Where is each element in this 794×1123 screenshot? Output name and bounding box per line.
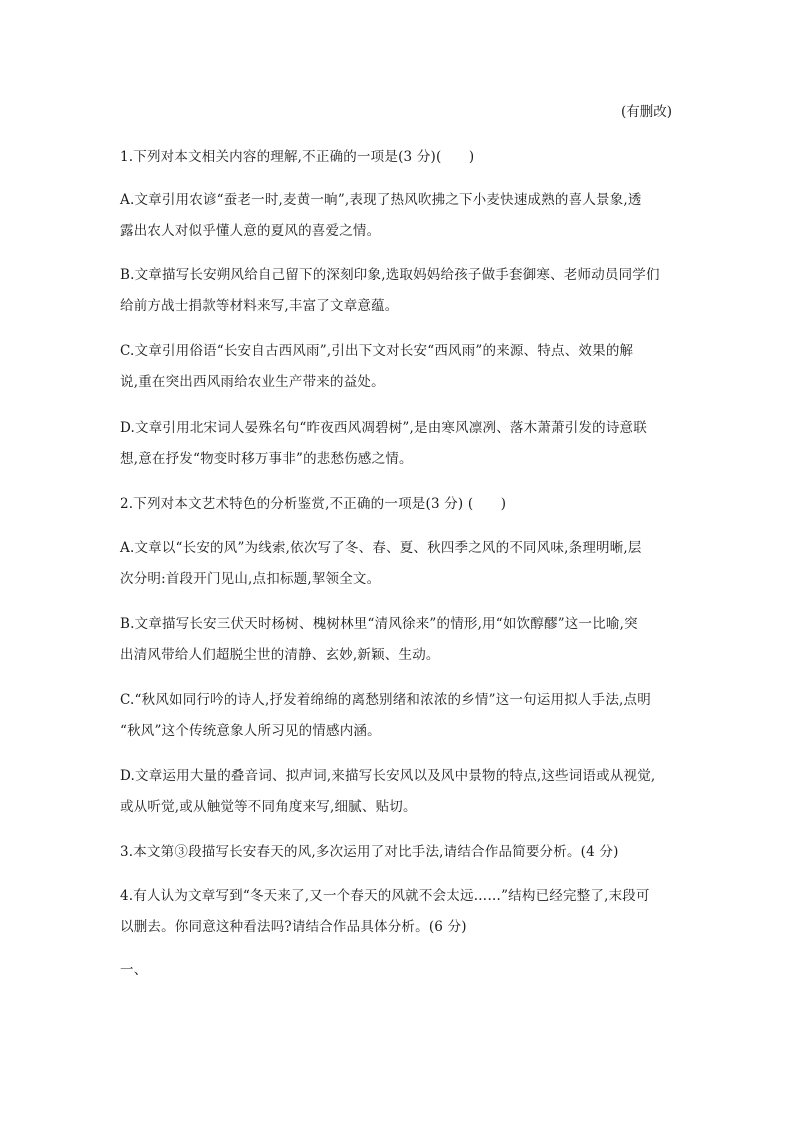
source-note: (有删改) bbox=[620, 104, 672, 120]
question-2-stem: 2.下列对本文艺术特色的分析鉴赏,不正确的一项是(3 分) ( ) bbox=[120, 496, 507, 512]
question-4-stem-line-2: 以删去。你同意这种看法吗?请结合作品具体分析。(6 分) bbox=[120, 919, 467, 935]
question-1-option-c-line-1: C.文章引用俗语“长安自古西风雨”,引出下文对长安“西风雨”的来源、特点、效果的解 bbox=[120, 343, 634, 359]
question-1-option-a-line-2: 露出农人对似乎懂人意的夏风的喜爱之情。 bbox=[120, 223, 381, 239]
question-2-option-b-line-1: B.文章描写长安三伏天时杨树、槐树林里“清风徐来”的情形,用“如饮醇醪”这一比喻,突 bbox=[120, 616, 638, 632]
section-marker: 一、 bbox=[120, 962, 148, 978]
question-1-option-d-line-2: 想,意在抒发“物变时移万事非”的悲愁伤感之情。 bbox=[120, 451, 413, 467]
question-1-option-b-line-2: 给前方战士捐款等材料来写,丰富了文章意蕴。 bbox=[120, 298, 399, 314]
question-1-option-b-line-1: B.文章描写长安朔风给自己留下的深刻印象,选取妈妈给孩子做手套御寒、老师动员同学们 bbox=[120, 267, 660, 283]
question-2-option-d-line-2: 或从听觉,或从触觉等不同角度来写,细腻、贴切。 bbox=[120, 799, 417, 815]
question-1-stem: 1.下列对本文相关内容的理解,不正确的一项是(3 分)( ) bbox=[120, 149, 475, 165]
question-2-option-b-line-2: 出清风带给人们超脱尘世的清静、玄妙,新颖、生动。 bbox=[120, 647, 440, 663]
question-2-option-a-line-1: A.文章以“长安的风”为线索,依次写了冬、春、夏、秋四季之风的不同风味,条理明晰,层 bbox=[120, 540, 642, 556]
question-3-stem: 3.本文第③段描写长安春天的风,多次运用了对比手法,请结合作品简要分析。(4 分) bbox=[120, 844, 619, 860]
question-1-option-c-line-2: 说,重在突出西风雨给农业生产带来的益处。 bbox=[120, 374, 385, 390]
question-2-option-c-line-2: “秋风”这个传统意象人所习见的情感内涵。 bbox=[120, 723, 381, 739]
question-2-option-a-line-2: 次分明:首段开门见山,点扣标题,挈领全文。 bbox=[120, 571, 381, 587]
question-2-option-c-line-1: C.“秋风如同行吟的诗人,抒发着绵绵的离愁别绪和浓浓的乡情”这一句运用拟人手法,点明 bbox=[120, 692, 651, 708]
question-2-option-d-line-1: D.文章运用大量的叠音词、拟声词,来描写长安风以及风中景物的特点,这些词语或从视觉, bbox=[120, 768, 656, 784]
question-1-option-d-line-1: D.文章引用北宋词人晏殊名句“昨夜西风凋碧树”,是由寒风凛冽、落木萧萧引发的诗意联 bbox=[120, 420, 647, 436]
question-1-option-a-line-1: A.文章引用农谚“蚕老一时,麦黄一晌”,表现了热风吹拂之下小麦快速成熟的喜人景象,透 bbox=[120, 192, 642, 208]
question-4-stem-line-1: 4.有人认为文章写到“冬天来了,又一个春天的风就不会太远……”结构已经完整了,末段可 bbox=[120, 888, 650, 904]
